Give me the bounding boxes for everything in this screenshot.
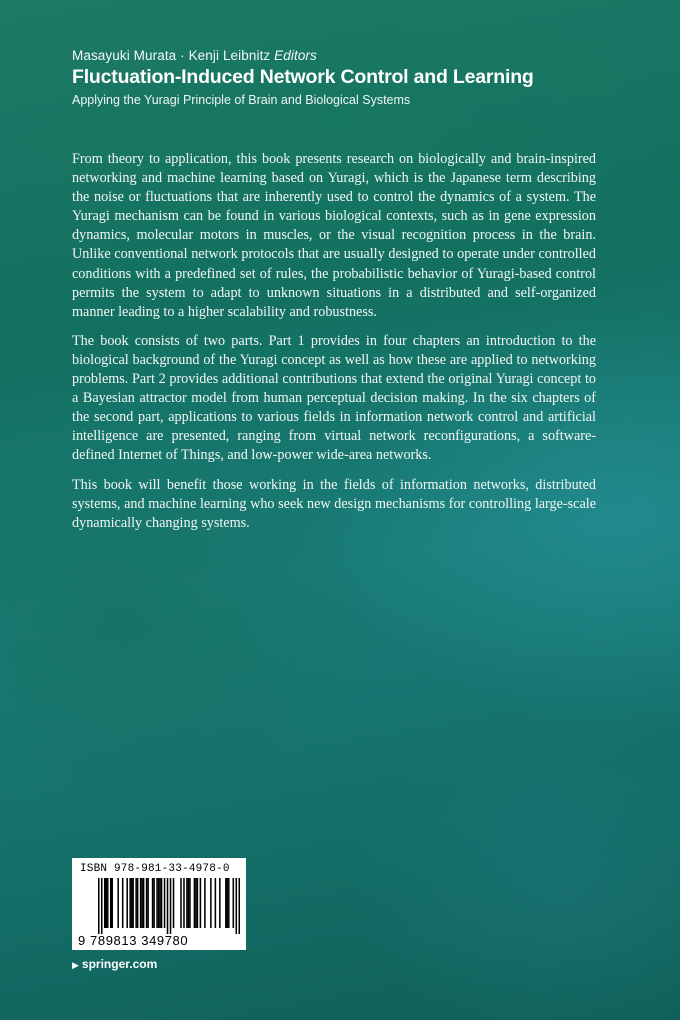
barcode-bar: [153, 878, 155, 928]
barcode-bar: [188, 878, 190, 928]
barcode-bar: [210, 878, 212, 928]
barcode-bar: [161, 878, 163, 928]
isbn-label: ISBN 978-981-33-4978-0: [80, 863, 230, 875]
barcode-bar: [170, 878, 172, 934]
barcode-bar: [167, 878, 169, 934]
barcode-bar: [227, 878, 229, 928]
barcode-bar: [164, 878, 166, 928]
barcode-bar: [183, 878, 185, 928]
barcode-bar: [135, 878, 137, 928]
book-title: Fluctuation-Induced Network Control and Learning: [72, 66, 534, 88]
barcode-bar: [147, 878, 149, 928]
barcode-bar: [137, 878, 139, 928]
barcode-bar: [189, 878, 191, 928]
barcode-bar: [126, 878, 128, 928]
blurb-paragraph-1: From theory to application, this book presents research on biologically and brain-inspired networking and machine learning based on Yuragi, which is the Japanese term describing the noise or fluctuations that are inherently used to control the dynamics of a system. The Yuragi mechanism can be found in various biological contexts, such as in gene expression dynamics, molecular motors in muscles, or the visual recognition process in the brain. Unlike conventional network protocols that are usually designed to operate under controlled conditions with a predefined set of rules, the probabilistic behavior of Yuragi-based control permits the system to adapt to unknown situations in a distributed and self-organized manner leading to a higher scalability and robustness.: [72, 151, 596, 320]
barcode-bar: [180, 878, 182, 928]
barcode-bar: [141, 878, 143, 928]
publisher-name: springer.com: [81, 957, 158, 971]
barcode-bar: [111, 878, 113, 928]
barcode-bar: [158, 878, 160, 928]
barcode-bar: [219, 878, 221, 928]
barcode-bar: [204, 878, 206, 928]
barcode-bar: [132, 878, 134, 928]
barcode-bar: [143, 878, 145, 928]
barcode-bar: [173, 878, 175, 928]
barcode-bar: [197, 878, 199, 928]
triangle-right-icon: ▶: [72, 960, 79, 970]
barcode-bar: [152, 878, 154, 928]
barcode-bar: [215, 878, 217, 928]
barcode-bar: [236, 878, 238, 934]
isbn-barcode: [72, 858, 246, 950]
barcode-bar: [195, 878, 197, 928]
barcode-bar: [233, 878, 235, 928]
barcode-bar: [110, 878, 112, 928]
barcode-bar: [146, 878, 148, 928]
book-subtitle: Applying the Yuragi Principle of Brain and Biological Systems: [72, 93, 411, 107]
barcode-bar: [186, 878, 188, 928]
editors-line: [72, 48, 632, 63]
barcode-bar: [104, 878, 106, 928]
barcode-bar: [101, 878, 103, 934]
barcode-bar: [117, 878, 119, 928]
barcode-bar: [122, 878, 124, 928]
barcode-bar: [156, 878, 158, 928]
barcode-graphic: [98, 878, 240, 934]
barcode-digits: 9 789813 349780: [78, 933, 189, 948]
barcode-bar: [239, 878, 240, 934]
barcode-bar: [105, 878, 107, 928]
blurb-paragraph-3: This book will benefit those working in the fields of information networks, distributed systems, and machine learning who seek new design mechanisms for controlling large-scale dynamically changing systems.: [72, 476, 596, 531]
barcode-bar: [131, 878, 133, 928]
blurb-paragraph-2: The book consists of two parts. Part 1 provides in four chapters an introduction to the biological background of the Yuragi concept as well as how these are applied to networking problems. Part 2 provides additional contributions that extend the original Yuragi concept to a Bayesian attractor model from human perceptual decision making. In the six chapters of the second part, applications to various fields in information network control and artificial intelligence are presented, ranging from virtual network reconfigurations, a software-defined Internet of Things, and low-power wide-area networks.: [72, 332, 596, 464]
barcode-bar: [98, 878, 100, 934]
barcode-bar: [225, 878, 227, 928]
barcode-bar: [140, 878, 142, 928]
barcode-bars: [98, 878, 240, 934]
publisher-link[interactable]: [72, 957, 157, 971]
barcode-bar: [159, 878, 161, 928]
cover-header: [72, 48, 632, 107]
barcode-bar: [107, 878, 109, 928]
barcode-bar: [228, 878, 230, 928]
barcode-bar: [200, 878, 202, 928]
barcode-bar: [194, 878, 196, 928]
editors-names: Masayuki Murata · Kenji Leibnitz: [72, 48, 271, 63]
barcode-bar: [129, 878, 131, 928]
editors-role: Editors: [274, 48, 317, 63]
back-cover-blurb: [72, 150, 596, 543]
